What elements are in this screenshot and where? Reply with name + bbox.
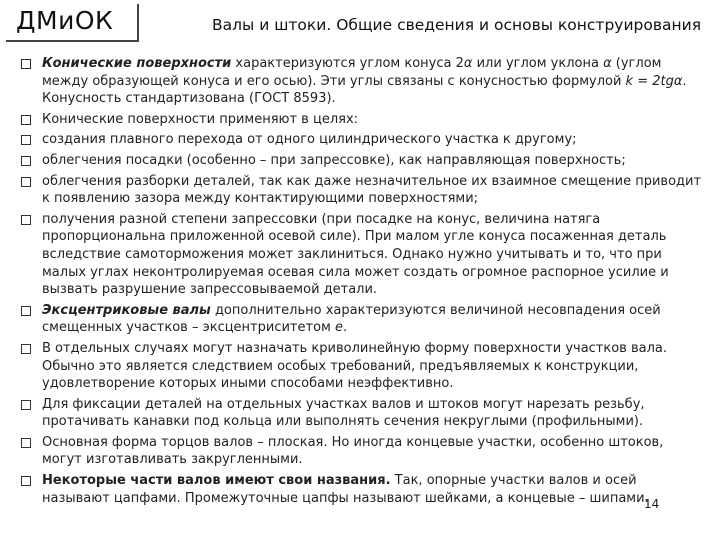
logo: ДМиОК — [16, 6, 114, 35]
text: характеризуются углом конуса 2 — [231, 56, 464, 71]
text: дополнительно характеризуются величиной несовпадения осей смещенных участков – эксцентриситетом — [42, 302, 661, 336]
paragraph-eccentric-shafts — [42, 302, 702, 337]
text: (углом между образующей конуса и его осью). Эти углы связаны с конусностью формулой — [42, 56, 662, 89]
paragraph-purpose-press-fit: получения разной степени запрессовки (при посадке на конус, величина натяга пропорциональна приложенной осевой силе). При малом угле конуса посаженная деталь вследствие самоторможения может заклиниться. Однако нужно учитывать и то, что при малых углах неконтролируемая осевая сила может создать огромное распорное усилие и вызвать разрушение запрессовываемой детали. — [42, 211, 702, 299]
paragraph-fixation: Для фиксации деталей на отдельных участках валов и штоков могут нарезать резьбу, протачивать канавки под кольца или выполнять сечения некруглыми (профильными). — [42, 396, 702, 431]
text: . — [342, 320, 348, 336]
text: . Конусность стандартизована (ГОСТ 8593). — [42, 73, 687, 107]
paragraph-purpose-transition: создания плавного перехода от одного цилиндрического участка к другому; — [42, 131, 702, 149]
alpha-symbol: α — [463, 56, 473, 71]
paragraph-curvilinear-shape: В отдельных случаях могут назначать криволинейную форму поверхности участков вала. Обычно это является следствием особых требований, предъявляемых к конструкции, удовлетворение которых иными способами неэффективно. — [42, 340, 702, 393]
alpha-symbol: α — [603, 56, 612, 71]
slide-title: Валы и штоки. Общие сведения и основы конструирования — [212, 16, 702, 34]
paragraph-purpose-fitting: облегчения посадки (особенно – при запрессовке), как направляющая поверхность; — [42, 152, 702, 170]
text: Так, опорные участки валов и осей называют цапфами. Промежуточные цапфы называют шейками, а концевые – шипами. — [42, 473, 649, 506]
slide-content — [42, 55, 702, 510]
slide-header — [0, 0, 720, 52]
paragraph-shaft-part-names — [42, 472, 702, 507]
paragraph-purpose-disassembly: облегчения разборки деталей, так как даже незначительное их взаимное смещение приводит к появлению зазора между контактирующими поверхностями; — [42, 173, 702, 207]
heading-shaft-part-names: Некоторые части валов имеют свои названия. — [42, 473, 391, 489]
paragraph-conical-surfaces — [42, 55, 702, 108]
paragraph-end-shapes: Основная форма торцов валов – плоская. Но иногда концевые участки, особенно штоков, могут изготавливать закругленными. — [42, 434, 702, 469]
page-number: 14 — [644, 497, 660, 511]
term-eccentric-shafts: Эксцентриковые валы — [42, 302, 211, 318]
term-conical-surfaces: Конические поверхности — [42, 56, 232, 71]
eccentricity-symbol: е — [334, 320, 343, 336]
taper-formula: k = 2tgα — [625, 73, 683, 89]
text: или углом уклона — [472, 56, 604, 71]
paragraph-purposes-intro: Конические поверхности применяют в целях: — [42, 111, 702, 129]
